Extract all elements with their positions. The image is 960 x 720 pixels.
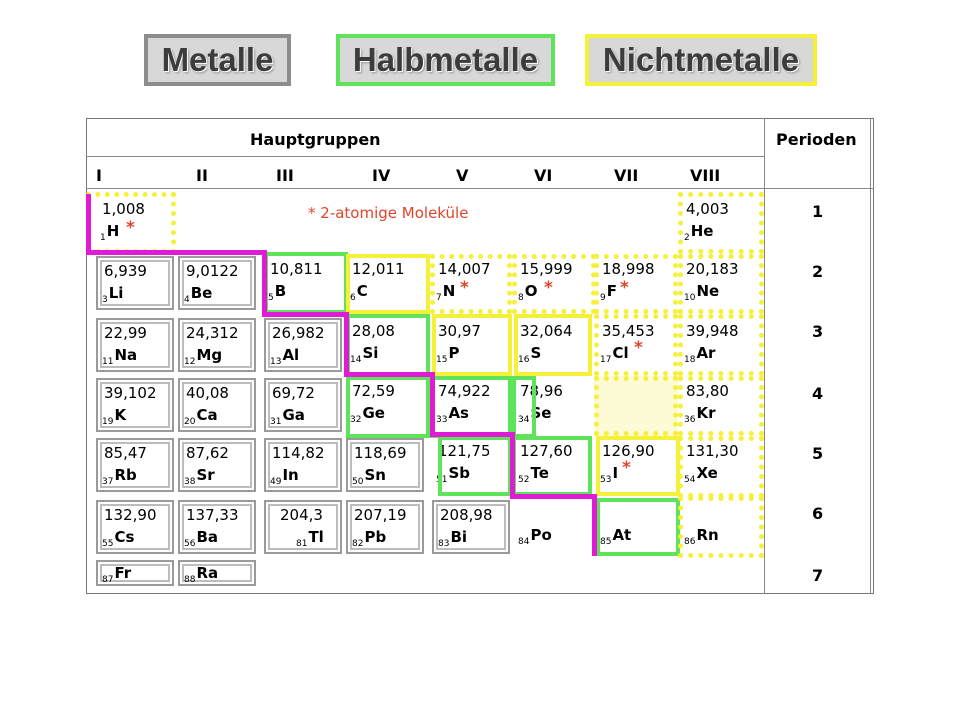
semimetal-outline-sb — [438, 436, 512, 496]
symbol-text: Si — [362, 344, 379, 362]
element-symbol — [102, 406, 126, 427]
atomic-mass: 12,011 — [352, 260, 405, 278]
atomic-number: 19 — [102, 417, 114, 427]
group-label: II — [196, 166, 208, 185]
header-hauptgruppen: Hauptgruppen — [250, 130, 381, 149]
atomic-mass: 132,90 — [104, 506, 157, 524]
legend-nichtmetalle — [585, 34, 817, 86]
symbol-text: K — [114, 406, 127, 424]
boundary-line — [262, 312, 348, 317]
symbol-text: Ar — [696, 344, 716, 362]
atomic-mass: 1,008 — [102, 200, 145, 218]
element-cell-bi — [432, 500, 510, 554]
element-cell-po — [514, 500, 592, 554]
element-symbol — [102, 528, 134, 549]
symbol-text: Rn — [696, 526, 719, 544]
atomic-number: 13 — [270, 357, 282, 367]
gas-outline-o — [512, 254, 596, 314]
atomic-mass: 9,0122 — [186, 262, 239, 280]
symbol-text: As — [448, 404, 469, 422]
element-symbol — [270, 406, 305, 427]
semimetal-outline-as — [428, 376, 512, 438]
symbol-text: Sr — [196, 466, 215, 484]
atomic-number: 50 — [352, 477, 364, 487]
atomic-number: 85 — [600, 537, 612, 547]
element-symbol — [518, 526, 552, 547]
grid-line — [86, 156, 764, 157]
atomic-mass: 22,99 — [104, 324, 147, 342]
atomic-mass: 87,62 — [186, 444, 229, 462]
grid-line — [870, 118, 871, 594]
atomic-mass: 208,98 — [440, 506, 493, 524]
legend-halbmetalle — [336, 34, 555, 86]
atomic-number: 88 — [184, 575, 196, 585]
atomic-mass: 72,59 — [352, 382, 395, 400]
element-cell-be — [178, 256, 256, 310]
nonmetal-outline-s — [514, 314, 592, 376]
symbol-text: Ca — [196, 406, 218, 424]
symbol-text: P — [448, 344, 460, 362]
element-cell-na — [96, 318, 174, 372]
atomic-mass: 4,003 — [686, 200, 729, 218]
gas-outline-xe — [678, 436, 764, 498]
atomic-number: 11 — [102, 357, 114, 367]
atomic-number: 18 — [684, 355, 696, 365]
symbol-text: He — [690, 222, 714, 240]
diatomic-text: 2-atomige Moleküle — [320, 204, 469, 222]
atomic-number: 3 — [102, 295, 108, 305]
nonmetal-outline-i — [596, 436, 680, 496]
group-label: IV — [372, 166, 391, 185]
element-cell-ba — [178, 500, 256, 554]
period-label: 5 — [812, 444, 824, 463]
diatomic-star: * — [308, 204, 316, 222]
atomic-mass: 207,19 — [354, 506, 407, 524]
atomic-number: 5 — [268, 293, 274, 303]
atomic-number: 36 — [684, 415, 696, 425]
atomic-number: 37 — [102, 477, 114, 487]
group-label: I — [96, 166, 102, 185]
symbol-text: Tl — [308, 528, 324, 546]
element-symbol — [438, 528, 467, 549]
grid-line — [86, 188, 874, 189]
gas-outline-f — [594, 254, 678, 314]
atomic-mass: 69,72 — [272, 384, 315, 402]
boundary-line — [510, 494, 596, 499]
atomic-mass: 131,30 — [686, 442, 739, 460]
semimetal-outline-ge — [346, 376, 430, 438]
element-cell-fr — [96, 560, 174, 586]
symbol-text: Te — [530, 464, 549, 482]
atomic-mass: 118,69 — [354, 444, 407, 462]
atomic-number: 33 — [436, 415, 448, 425]
atomic-mass: 35,453 — [602, 322, 655, 340]
element-symbol — [184, 406, 218, 427]
element-cell-pb — [346, 500, 424, 554]
element-symbol — [102, 346, 137, 367]
atomic-number: 81 — [296, 539, 308, 549]
period-label: 1 — [812, 202, 824, 221]
symbol-text: Al — [282, 346, 300, 364]
boundary-line — [430, 372, 435, 436]
atomic-number: 86 — [684, 537, 696, 547]
atomic-number: 14 — [350, 355, 362, 365]
element-symbol — [270, 346, 299, 367]
legend-nichtmetalle-label: Nichtmetalle — [602, 41, 800, 78]
atomic-number: 51 — [436, 475, 448, 485]
element-cell-k — [96, 378, 174, 432]
atomic-number: 12 — [184, 357, 196, 367]
period-label: 6 — [812, 504, 824, 523]
symbol-text: N — [442, 282, 456, 300]
element-cell-sr — [178, 438, 256, 492]
semimetal-outline-se — [512, 376, 536, 438]
boundary-line — [510, 432, 515, 496]
atomic-mass: 20,183 — [686, 260, 739, 278]
symbol-text: Ge — [362, 404, 385, 422]
symbol-text: Ne — [696, 282, 720, 300]
atomic-number: 56 — [184, 539, 196, 549]
symbol-text: Cs — [114, 528, 135, 546]
atomic-number: 1 — [100, 233, 106, 243]
element-symbol — [352, 466, 386, 487]
nonmetal-outline-p — [432, 314, 512, 376]
atomic-mass: 10,811 — [270, 260, 323, 278]
symbol-text: Xe — [696, 464, 718, 482]
atomic-mass: 85,47 — [104, 444, 147, 462]
symbol-text: In — [282, 466, 299, 484]
legend-metalle — [144, 34, 291, 86]
atomic-mass: 6,939 — [104, 262, 147, 280]
atomic-number: 83 — [438, 539, 450, 549]
element-cell-sn — [346, 438, 424, 492]
atomic-number: 32 — [350, 415, 362, 425]
boundary-line — [262, 250, 267, 316]
atomic-mass: 39,102 — [104, 384, 157, 402]
gas-outline-rn — [678, 496, 764, 558]
group-label: III — [276, 166, 294, 185]
atomic-number: 20 — [184, 417, 196, 427]
atomic-mass: 15,999 — [520, 260, 573, 278]
element-cell-ga — [264, 378, 342, 432]
grid-line — [764, 118, 765, 594]
gas-outline-he — [678, 192, 764, 254]
liquid-outline-br — [594, 376, 678, 436]
atomic-number: 10 — [684, 293, 696, 303]
atomic-mass: 18,998 — [602, 260, 655, 278]
group-label: VII — [614, 166, 639, 185]
atomic-mass: 126,90 — [602, 442, 655, 460]
symbol-text: H — [106, 222, 120, 240]
element-cell-li — [96, 256, 174, 310]
symbol-text: Sn — [364, 466, 386, 484]
header-perioden: Perioden — [776, 130, 857, 149]
gas-outline-kr — [678, 376, 764, 436]
atomic-mass: 40,08 — [186, 384, 229, 402]
symbol-text: F — [606, 282, 617, 300]
atomic-number: 15 — [436, 355, 448, 365]
element-symbol — [270, 466, 299, 487]
symbol-text: Pb — [364, 528, 387, 546]
diatomic-star-marker: * — [544, 278, 553, 298]
element-cell-tl — [264, 500, 342, 554]
element-symbol — [184, 466, 215, 487]
element-cell-ca — [178, 378, 256, 432]
diatomic-star-marker: * — [620, 278, 629, 298]
boundary-line — [592, 494, 597, 556]
atomic-mass: 26,982 — [272, 324, 325, 342]
atomic-mass: 204,3 — [280, 506, 323, 524]
element-cell-al — [264, 318, 342, 372]
atomic-mass: 39,948 — [686, 322, 739, 340]
symbol-text: Kr — [696, 404, 716, 422]
atomic-number: 34 — [518, 415, 530, 425]
diatomic-note — [308, 204, 468, 222]
atomic-number: 9 — [600, 293, 606, 303]
symbol-text: Fr — [114, 564, 132, 582]
symbol-text: O — [524, 282, 538, 300]
group-label: VIII — [690, 166, 721, 185]
atomic-number: 54 — [684, 475, 696, 485]
diatomic-star-marker: * — [126, 218, 135, 238]
symbol-text: S — [530, 344, 542, 362]
atomic-mass: 24,312 — [186, 324, 239, 342]
element-symbol — [102, 466, 137, 487]
group-label: VI — [534, 166, 553, 185]
element-symbol — [102, 284, 123, 305]
element-symbol — [102, 564, 131, 585]
period-label: 3 — [812, 322, 824, 341]
atomic-number: 87 — [102, 575, 114, 585]
atomic-number: 6 — [350, 293, 356, 303]
semimetal-outline-b — [264, 252, 348, 314]
boundary-line — [344, 372, 434, 377]
symbol-text: Mg — [196, 346, 223, 364]
element-symbol — [184, 528, 218, 549]
legend-metalle-label: Metalle — [161, 41, 274, 78]
atomic-mass: 127,60 — [520, 442, 573, 460]
group-label: V — [456, 166, 469, 185]
element-cell-in — [264, 438, 342, 492]
diatomic-star-marker: * — [634, 338, 643, 358]
symbol-text: Na — [114, 346, 138, 364]
symbol-text: C — [356, 282, 368, 300]
symbol-text: Be — [190, 284, 213, 302]
atomic-number: 82 — [352, 539, 364, 549]
element-symbol — [184, 564, 218, 585]
symbol-text: Li — [108, 284, 124, 302]
boundary-line — [430, 432, 514, 437]
period-label: 7 — [812, 566, 824, 585]
period-label: 2 — [812, 262, 824, 281]
symbol-text: B — [274, 282, 287, 300]
atomic-mass: 83,80 — [686, 382, 729, 400]
symbol-text: Po — [530, 526, 552, 544]
symbol-text: Se — [530, 404, 552, 422]
diatomic-star-marker: * — [460, 278, 469, 298]
atomic-number: 8 — [518, 293, 524, 303]
atomic-number: 16 — [518, 355, 530, 365]
boundary-line — [86, 194, 91, 254]
boundary-line — [86, 250, 266, 255]
boundary-line — [344, 312, 349, 376]
symbol-text: Sb — [448, 464, 470, 482]
atomic-number: 2 — [684, 233, 690, 243]
element-cell-mg — [178, 318, 256, 372]
legend-halbmetalle-label: Halbmetalle — [352, 41, 539, 78]
atomic-number: 7 — [436, 293, 442, 303]
atomic-mass: 32,064 — [520, 322, 573, 340]
symbol-text: I — [612, 464, 619, 482]
element-symbol — [184, 284, 212, 305]
diatomic-star-marker: * — [622, 458, 631, 478]
atomic-mass: 30,97 — [438, 322, 481, 340]
atomic-number: 53 — [600, 475, 612, 485]
atomic-mass: 28,08 — [352, 322, 395, 340]
gas-outline-ne — [678, 254, 764, 314]
gas-outline-n — [430, 254, 512, 314]
atomic-mass: 14,007 — [438, 260, 491, 278]
atomic-number: 31 — [270, 417, 282, 427]
atomic-number: 49 — [270, 477, 282, 487]
period-label: 4 — [812, 384, 824, 403]
semimetal-outline-te — [512, 436, 592, 496]
element-symbol — [184, 346, 222, 367]
atomic-number: 38 — [184, 477, 196, 487]
element-symbol — [296, 528, 324, 549]
element-cell-rb — [96, 438, 174, 492]
atomic-mass: 114,82 — [272, 444, 325, 462]
symbol-text: Ra — [196, 564, 219, 582]
symbol-text: Rb — [114, 466, 137, 484]
atomic-mass: 137,33 — [186, 506, 239, 524]
symbol-text: Ga — [282, 406, 305, 424]
element-cell-ra — [178, 560, 256, 586]
atomic-mass: 121,75 — [438, 442, 491, 460]
atomic-number: 52 — [518, 475, 530, 485]
symbol-text: Ba — [196, 528, 219, 546]
atomic-number: 84 — [518, 537, 530, 547]
gas-outline-ar — [678, 314, 764, 376]
symbol-text: Bi — [450, 528, 468, 546]
atomic-number: 17 — [600, 355, 612, 365]
semimetal-outline-si — [346, 314, 430, 376]
symbol-text: At — [612, 526, 632, 544]
nonmetal-outline-c — [346, 254, 430, 314]
atomic-mass: 74,922 — [438, 382, 491, 400]
element-symbol — [352, 528, 386, 549]
symbol-text: Cl — [612, 344, 629, 362]
semimetal-outline-at — [596, 498, 680, 556]
element-cell-cs — [96, 500, 174, 554]
gas-outline-cl — [594, 314, 678, 376]
atomic-number: 55 — [102, 539, 114, 549]
atomic-number: 4 — [184, 295, 190, 305]
gas-outline-h — [86, 192, 176, 254]
atomic-mass: 78,96 — [520, 382, 563, 400]
